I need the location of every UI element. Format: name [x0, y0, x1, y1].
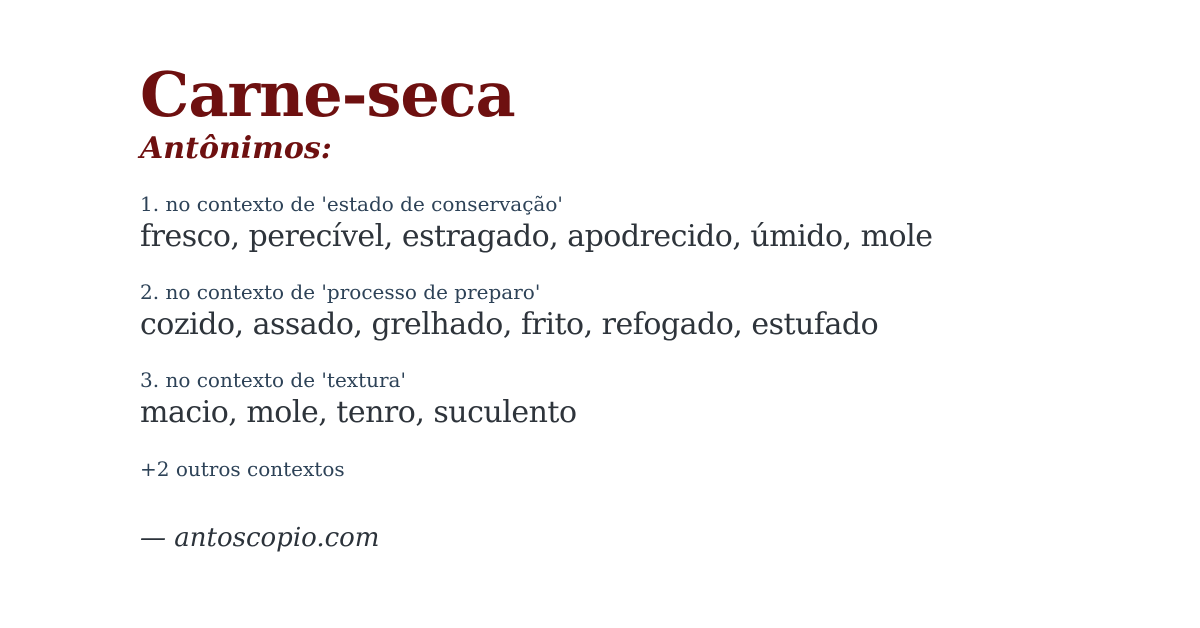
entry-title: Carne-seca — [140, 58, 515, 131]
context-label-1: 1. no contexto de 'estado de conservação' — [140, 192, 563, 216]
antonym-section-3 — [140, 368, 1140, 431]
context-label-3: 3. no contexto de 'textura' — [140, 368, 406, 392]
antonym-words-1: fresco, perecível, estragado, apodrecido, úmido, mole — [140, 219, 933, 254]
more-contexts-note: +2 outros contextos — [140, 457, 345, 481]
antonym-section-2 — [140, 280, 1140, 343]
context-label-2: 2. no contexto de 'processo de preparo' — [140, 280, 541, 304]
antonym-words-3: macio, mole, tenro, suculento — [140, 395, 577, 430]
antonym-words-2: cozido, assado, grelhado, frito, refogado, estufado — [140, 307, 879, 342]
site-attribution: — antoscopio.com — [140, 523, 380, 553]
antonym-section-1 — [140, 192, 1140, 255]
antonyms-heading: Antônimos: — [140, 131, 332, 166]
